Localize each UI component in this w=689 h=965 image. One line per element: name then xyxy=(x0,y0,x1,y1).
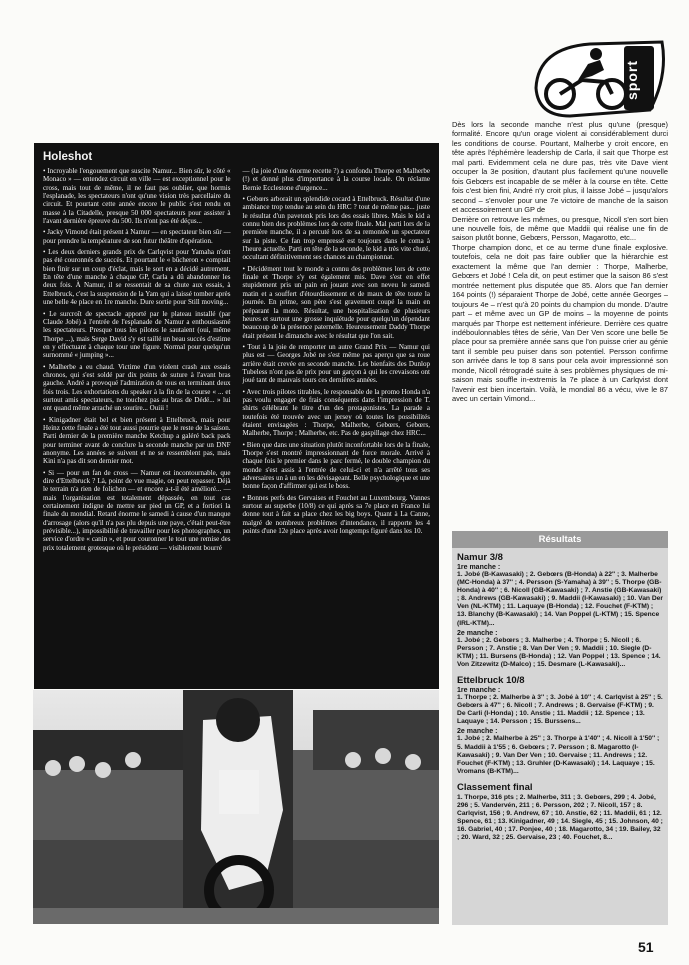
article-paragraph: Dès lors la seconde manche n'est plus qu'une (presque) formalité. Encore qu'un orage violent ai considérablement durci les conditions de course. Pourtant, Malherbe y croit encore, en tête après l'éphémère leadership de Carla, il sait que Thorpe est mal parti. Evidemment cela ne dure pas, très vite Dave vient occuper la 3e position, d'autant plus facilement qu'une nouvelle fois Gebœrs est incapable de se mêler à la course en tête. Cette fois c'est bien fini, André n'y croit plus, il laisse Jobé – jusqu'alors second – s'envoler pour une 7e victoire de manche de la saison et accessoirement un GP de xyxy=(452,120,668,215)
holeshot-column-2 xyxy=(243,167,431,555)
holeshot-paragraph: • Bien que dans une situation plutôt inconfortable lors de la finale, Thorpe s'est montré impressionnant de force morale. Arrivé à chaque fois le premier dans le parc fermé, le double champion du monde s'est assis à l'entrée de celui-ci et n'a arrêté tous ses adversaires un à un en les dévisageant. Belle psychologique et une bonne façon d'affirmer qui est le boss. xyxy=(242,440,430,491)
results-title: Résultats xyxy=(452,531,668,548)
logo-text: sport xyxy=(624,60,640,100)
final-standings-title: Classement final xyxy=(457,781,533,793)
holeshot-paragraph: • Le surcroît de spectacle apporté par le plateau installé (par Claude Jobé) à l'entrée de l'esplanade de Namur a enthousiasmé les spectateurs. Presque tous les pilotes le sautaient (oui, même Thorpe ...), mais Serge David s'y est taillé un beau succès d'estime en y effectuant à chaque tour une figure. Normal pour quelqu'un surnommé « jumping »... xyxy=(43,309,231,360)
holeshot-paragraph: • Jacky Vimond était présent à Namur — en spectateur bien sûr — pour prendre la température de son futur théâtre d'opération. xyxy=(43,228,231,245)
manche-results: 1. Jobé (B-Kawasaki) ; 2. Gebœrs (B-Honda) à 22'' ; 3. Malherbe (MC-Honda) à 37'' ; 4. Persson (S-Yamaha) à 39'' ; 5. Thorpe (GB-Honda) à 40'' ; 6. Nicoll (GB-Kawasaki) ; 7. Anstie (GB-Kawasaki) ; 8. Andrews (GB-Kawasaki) ; 9. Maddii (I-Kawasaki) ; 10. Van Der Ven (NL-KTM) ; 11. Laquaye (B-Honda) ; 12. Fouchet (F-KTM) ; 13. Blanchy (B-Kawasaki) ; 14. Van Poppel (L-KTM) ; 15. Spence (IRL-KTM)... xyxy=(457,571,664,627)
holeshot-paragraph: • Kinigadner était bel et bien présent à Ettelbruck, mais pour Heinz cette finale a été tout aussi pourrie que le reste de la saison. Parti dernier de la première manche Ketchup a galéré back pack pour terminer avant de conclure la seconde manche par un DNF anonyme. Les années se suivent et ne se ressemblent pas, mais Kini n'a pas dit son dernier mot. xyxy=(43,415,231,466)
article-body xyxy=(452,120,668,404)
race-photo xyxy=(33,690,439,924)
namur-results xyxy=(452,548,668,669)
holeshot-column-1 xyxy=(43,167,231,555)
motocross-photo xyxy=(33,690,439,924)
holeshot-paragraph: • Gebœrs arborait un splendide cocard à Ettelbruck. Résultat d'une ambiance trop tendue au sein du HRC ? tout de même pas... juste le résultat d'un pavetonk pris lors des essais libres. Mais le kid a connu bien des problèmes lors de cette finale. Mal parti lors de la première manche, il a percuté lors de sa remontée un spectateur sur la piste. Ce fan trop empressé est toujours dans le coma à l'heure actuelle. Parti en tête de la seconde, le kid a très vite chuté, occultant définitivement ses chances au championnat. xyxy=(242,195,430,262)
article-paragraph: Derrière on retrouve les mêmes, ou presque, Nicoll s'en sort bien une nouvelle fois, de même que Maddii qui réalise une fin de saison plutôt bonne, Gebœrs, Persson, Magarotto, etc... xyxy=(452,214,668,243)
manche-label: 1re manche : xyxy=(457,564,501,571)
final-standings xyxy=(452,778,668,843)
article-paragraph: Thorpe champion donc, et ce au terme d'une finale explosive. toutefois, cela ne doit pas faire oublier que la hiérarchie est exactement la même que l'an dernier : Thorpe, Malherbe, Gebœrs et Jobé ! Cela dit, on peut estimer que la saison 86 s'est montrée nettement plus disputée que 85. Alors que l'an dernier 164 points (!) séparaient Thorpe de Jobé, cette année Georges – toujours 4e – n'est qu'à 20 points du champion du monde. D'autre part – et même avec un GP de moins – la moyenne de points marqués par Thorpe est nettement inférieure. Derrière ces quatre indéboulonnables têtes de série, Van Der Ven score une belle 5e place pour sa première année sans que l'on puisse crier au génie tant il semble peu puiser dans son potentiel. Persson confirme son arrivée dans le top 8 sans pour cela avoir impressionné son monde, Nicoll rétrogradé suite à ses problèmes physiques de mi-saison mais souffle in-extremis la 7e place à un Carlqvist dont l'avenir est bien incertain. Voilà, le mondial 86 a vécu, vive le 87 avec un certain Vimond... xyxy=(452,242,668,404)
holeshot-paragraph: • Incroyable l'engouement que suscite Namur... Bien sûr, le côté « Monaco » — entendez circuit en ville — est exceptionnel pour le cross, mais tout de même, il ne faut pas oublier, que hormis l'esplanade, les spectateurs n'ont qu'une vision très parcellaire du circuit. Et pourtant cette année encore le public s'est rendu en masse à la Citadelle, presque 50 000 spectateurs pour assister à l'avant dernière épreuve du 500. Ils n'ont pas été déçus... xyxy=(43,167,231,226)
holeshot-paragraph: • Bonnes perfs des Gervaises et Fouchet au Luxembourg. Vannes surtout au superbe (10/8) ce qui après sa 7e place en France lui donne tout à fait sa place chez les big boys. Quant à La Canne, malgré de nombreux problèmes d'intendance, il rapporte les 4 points d'une 12e place après avoir longtemps figuré dans les 10. xyxy=(242,493,430,536)
holeshot-title: Holeshot xyxy=(43,151,93,163)
sport-logo xyxy=(530,36,670,120)
holeshot-paragraph: • Malherbe a eu chaud. Victime d'un violent crash aux essais chronos, qui s'est soldé par dix points de suture à l'avant bras gauche. André a provoqué l'admiration de tous en terminant deux fois trois. Les exhortations du speaker à la fin de la course « ... et surtout amis spectateurs, ne touchez pas au bras de Dédé... » lui ont quand même arraché un sourire... Ouiii ! xyxy=(43,362,231,413)
manche-label: 2e manche : xyxy=(457,728,498,736)
manche-label: 1re manche : xyxy=(457,687,501,695)
namur-title: Namur 3/8 xyxy=(457,552,503,563)
ettelbruck-results xyxy=(452,671,668,776)
results-box xyxy=(452,531,668,925)
manche-results: 1. Thorpe ; 2. Malherbe à 3'' ; 3. Jobé à 10'' ; 4. Carlqvist à 25'' ; 5. Gebœrs à 47'' ; 6. Nicoll ; 7. Andrews ; 8. Gervaise (F-KTM) ; 9. De Carli (I-Honda) ; 10. Anstie ; 11. Maddii ; 12. Spence ; 13. Laquaye ; 14. Persson ; 15. Burssens... xyxy=(457,694,663,726)
holeshot-paragraph: • Les deux derniers grands prix de Carlqvist pour Yamaha n'ont pas été couronnés de succès. Et pourtant le « bûcheron » comptait bien finir sur un coup d'éclat, mais le sort en a décidé autrement. En tête d'une manche à chaque GP, Carla a dû abandonner les deux fois. À Namur, il se ressentait de sa chute aux essais, à Ettelbruck, c'est la suspension de la Yam qui a laissé tomber après une belle 4e place en 1re manche. Dure sortie pour Still moving... xyxy=(43,248,231,307)
manche-label: 2e manche : xyxy=(457,629,498,637)
final-standings-list: 1. Thorpe, 316 pts ; 2. Malherbe, 311 ; 3. Gebœrs, 299 ; 4. Jobé, 296 ; 5. Vandervén, 211 ; 6. Persson, 202 ; 7. Nicoll, 157 ; 8. Carlqvist, 156 ; 9. Andrew, 67 ; 10. Anstie, 62 ; 11. Maddii, 61 ; 12. Spence, 61 ; 13. Kinigadner, 49 ; 14. Siegle, 45 ; 15. Johnson, 40 ; 16. Gabriel, 40 ; 17. Ponjee, 40 ; 18. Magarotto, 34 ; 19. Bailey, 32 ; 20. Ward, 32 ; 25. Gervaise, 23 ; 40. Fouchet, 8... xyxy=(457,793,663,842)
holeshot-paragraph: • Décidément tout le monde a connu des problèmes lors de cette finale et Thorpe s'y est également mis. Dave s'est en effet stupidement pris un pain en jouant avec son neveu le samedi matin et a souffert d'étourdissement et de maux de tête toute la journée. En prime, son père s'est gravement coupé la main en préparant la moto. Résultat, une hospitalisation de plusieurs heures et surtout une grosse inquiétude pour quelqu'un dépendant beaucoup de la présence paternelle. Heureusement Daddy Thorpe était présent le dimanche avec le résultat que l'on sait. xyxy=(242,264,430,340)
holeshot-paragraph: • Si — pour un fan de cross — Namur est incontournable, que dire d'Ettelbruck ? Là, point de vue magie, on peut repasser. Déjà le terrain n'a rien de folichon — et encore a-t-il été amélioré... — mais l'organisation est totalement dépassée, en tout cas certainement indigne de mettre sur pied un GP, et a fortiori la finale du mondial. Retard énorme le samedi à cause d'un manque d'arrosage (alors qu'il n'a pas plu depuis une paye, c'était peut-être prévisible...), impossibilité de travailler pour les photographes, un service d'ordre « canin », et pour couronner le tout une remise des prix totalement grotesque où le président — visiblement bourré xyxy=(43,468,231,552)
page-number: 51 xyxy=(638,939,654,955)
ettelbruck-title: Ettelbruck 10/8 xyxy=(457,675,525,687)
holeshot-paragraph: • Avec trois pilotes titrables, le responsable de la promo Honda n'a pas voulu engager de frais conséquents dans l'impression de T. shirts célébrant le titre d'un des protagonistes. La parade a toutefois été trouvée avec un jersey où toutes les possibilités étaient envisagées : Thorpe, Malherbe, Gebœrs, Gebœrs, Malherbe, Thorpe ; Malherbe, etc. Pas de gaspillage chez HRC... xyxy=(242,387,430,438)
holeshot-paragraph: — (la joie d'une énorme recette ?) a confondu Thorpe et Malherbe (!) et donné plus d'importance à la course locale. On réclame Bernie Ecclestone d'urgence... xyxy=(242,167,430,192)
manche-results: 1. Jobé ; 2. Gebœrs ; 3. Malherbe ; 4. Thorpe ; 5. Nicoll ; 6. Persson ; 7. Anstie ; 8. Van Der Ven ; 9. Maddii ; 10. Siegle (D-KTM) ; 11. Bursens (B-Honda) ; 12. Van Poppel ; 13. Spence ; 14. Von Zitzewitz (D-Malco) ; 15. Desmare (L-Kawasaki)... xyxy=(457,636,661,668)
manche-results: 1. Jobé ; 2. Malherbe à 25'' ; 3. Thorpe à 1'40'' ; 4. Nicoll à 1'50'' ; 5. Maddii à 1'55 ; 6. Gebœrs ; 7. Persson ; 8. Magarotto (I-Kawasaki) ; 9. Van Der Ven ; 10. Gervaise ; 11. Andrews ; 12. Fouchet (F-KTM) ; 13. Gruhler (D-Kawasaki) ; 14. Laquaye ; 15. Vromans (B-KTM)... xyxy=(457,735,660,775)
holeshot-box xyxy=(34,143,439,689)
holeshot-paragraph: • Tout à la joie de remporter un autre Grand Prix — Namur qui plus est — Georges Jobé ne s'est même pas aperçu que sa roue arrière était crevée en seconde manche. Les bienfaits des Dunlop Tubeless n'ont pas de prix pour un garçon à qui les crevaisons ont joué tant de mauvais tours ces dernières années. xyxy=(242,342,430,385)
